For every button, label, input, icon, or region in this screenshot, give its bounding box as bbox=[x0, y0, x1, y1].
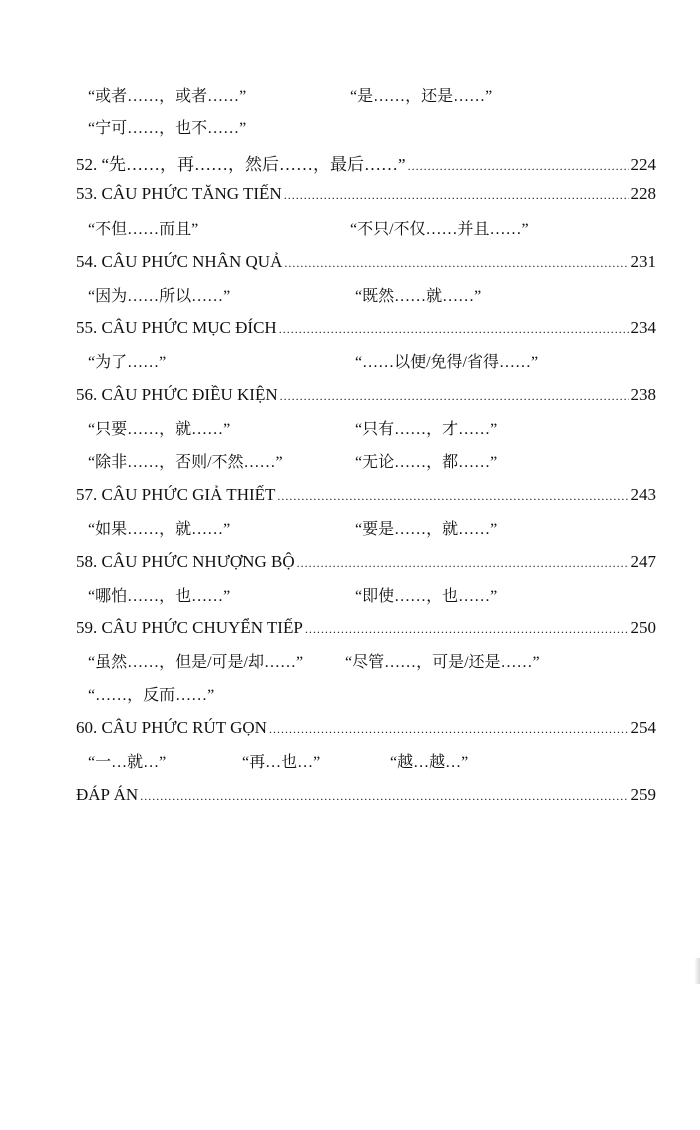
toc-entry-page: 254 bbox=[630, 718, 656, 737]
toc-entry-55[interactable] bbox=[76, 318, 656, 340]
sub-item: “哪怕……，也……” bbox=[88, 588, 231, 605]
sub-item: “要是……，就……” bbox=[355, 521, 498, 538]
sub-item: “只有……，才……” bbox=[355, 421, 498, 438]
sub-item: “不只/不仅……并且……” bbox=[350, 221, 529, 238]
toc-entry-page: 247 bbox=[630, 552, 656, 571]
sub-item: “无论……，都……” bbox=[355, 454, 498, 471]
toc-entry-title: 52. “先……，再……，然后……，最后……” bbox=[76, 155, 406, 174]
toc-entry-page: 259 bbox=[630, 785, 656, 804]
toc-entry-60[interactable] bbox=[76, 718, 656, 740]
sub-item: “除非……，否则/不然……” bbox=[88, 454, 283, 471]
leader-dots bbox=[408, 159, 629, 174]
sub-item: “尽管……，可是/还是……” bbox=[345, 654, 540, 671]
sub-item: “不但……而且” bbox=[88, 221, 199, 238]
sub-item: “越…越…” bbox=[390, 754, 469, 771]
toc-entry-title: 59. CÂU PHỨC CHUYỂN TIẾP bbox=[76, 618, 303, 637]
toc-entry-page: 228 bbox=[630, 184, 656, 203]
sub-item: “一…就…” bbox=[88, 754, 167, 771]
leader-dots bbox=[279, 322, 629, 337]
toc-entry-58[interactable] bbox=[76, 552, 656, 574]
sub-item: “再…也…” bbox=[242, 754, 321, 771]
sub-item: “因为……所以……” bbox=[88, 288, 231, 305]
intro-left-0: “或者……，或者……” bbox=[88, 88, 247, 105]
toc-entry-title: 60. CÂU PHỨC RÚT GỌN bbox=[76, 718, 267, 737]
intro-left-1: “宁可……，也不……” bbox=[88, 120, 247, 137]
toc-entry-54[interactable] bbox=[76, 252, 656, 274]
sub-item: “……，反而……” bbox=[88, 687, 215, 704]
toc-entry-title: 57. CÂU PHỨC GIẢ THIẾT bbox=[76, 485, 276, 504]
sub-item: “为了……” bbox=[88, 354, 167, 371]
sub-item: “只要……，就……” bbox=[88, 421, 231, 438]
leader-dots bbox=[140, 789, 628, 804]
toc-entry-title: 53. CÂU PHỨC TĂNG TIẾN bbox=[76, 184, 282, 203]
toc-entry-page: 234 bbox=[630, 318, 656, 337]
toc-entry-title: 54. CÂU PHỨC NHÂN QUẢ bbox=[76, 252, 283, 271]
toc-entry-page: 250 bbox=[630, 618, 656, 637]
toc-entry-57[interactable] bbox=[76, 485, 656, 507]
sub-item: “即使……，也……” bbox=[355, 588, 498, 605]
sub-item: “既然……就……” bbox=[355, 288, 482, 305]
sub-item: “如果……，就……” bbox=[88, 521, 231, 538]
leader-dots bbox=[277, 489, 628, 504]
leader-dots bbox=[305, 622, 629, 637]
toc-entry-title: 58. CÂU PHỨC NHƯỢNG BỘ bbox=[76, 552, 295, 571]
toc-entry-page: 231 bbox=[630, 252, 656, 271]
leader-dots bbox=[269, 722, 629, 737]
sub-item: “虽然……，但是/可是/却……” bbox=[88, 654, 304, 671]
toc-entry-title: 56. CÂU PHỨC ĐIỀU KIỆN bbox=[76, 385, 278, 404]
toc-entry-page: 243 bbox=[630, 485, 656, 504]
intro-right-0: “是……，还是……” bbox=[350, 88, 493, 105]
toc-entry-page: 238 bbox=[630, 385, 656, 404]
leader-dots bbox=[297, 556, 629, 571]
leader-dots bbox=[284, 188, 629, 203]
toc-entry-page: 224 bbox=[630, 155, 656, 174]
toc-entry-title: ĐÁP ÁN bbox=[76, 785, 139, 804]
toc-entry-answers[interactable] bbox=[76, 785, 656, 807]
toc-entry-title: 55. CÂU PHỨC MỤC ĐÍCH bbox=[76, 318, 277, 337]
sub-item: “……以便/免得/省得……” bbox=[355, 354, 539, 371]
toc-entry-56[interactable] bbox=[76, 385, 656, 407]
toc-entry-52[interactable] bbox=[76, 150, 656, 172]
toc-entry-59[interactable] bbox=[76, 618, 656, 640]
toc-entry-53[interactable] bbox=[76, 184, 656, 206]
page-edge-shadow bbox=[694, 958, 700, 984]
leader-dots bbox=[280, 389, 629, 404]
leader-dots bbox=[284, 256, 628, 271]
